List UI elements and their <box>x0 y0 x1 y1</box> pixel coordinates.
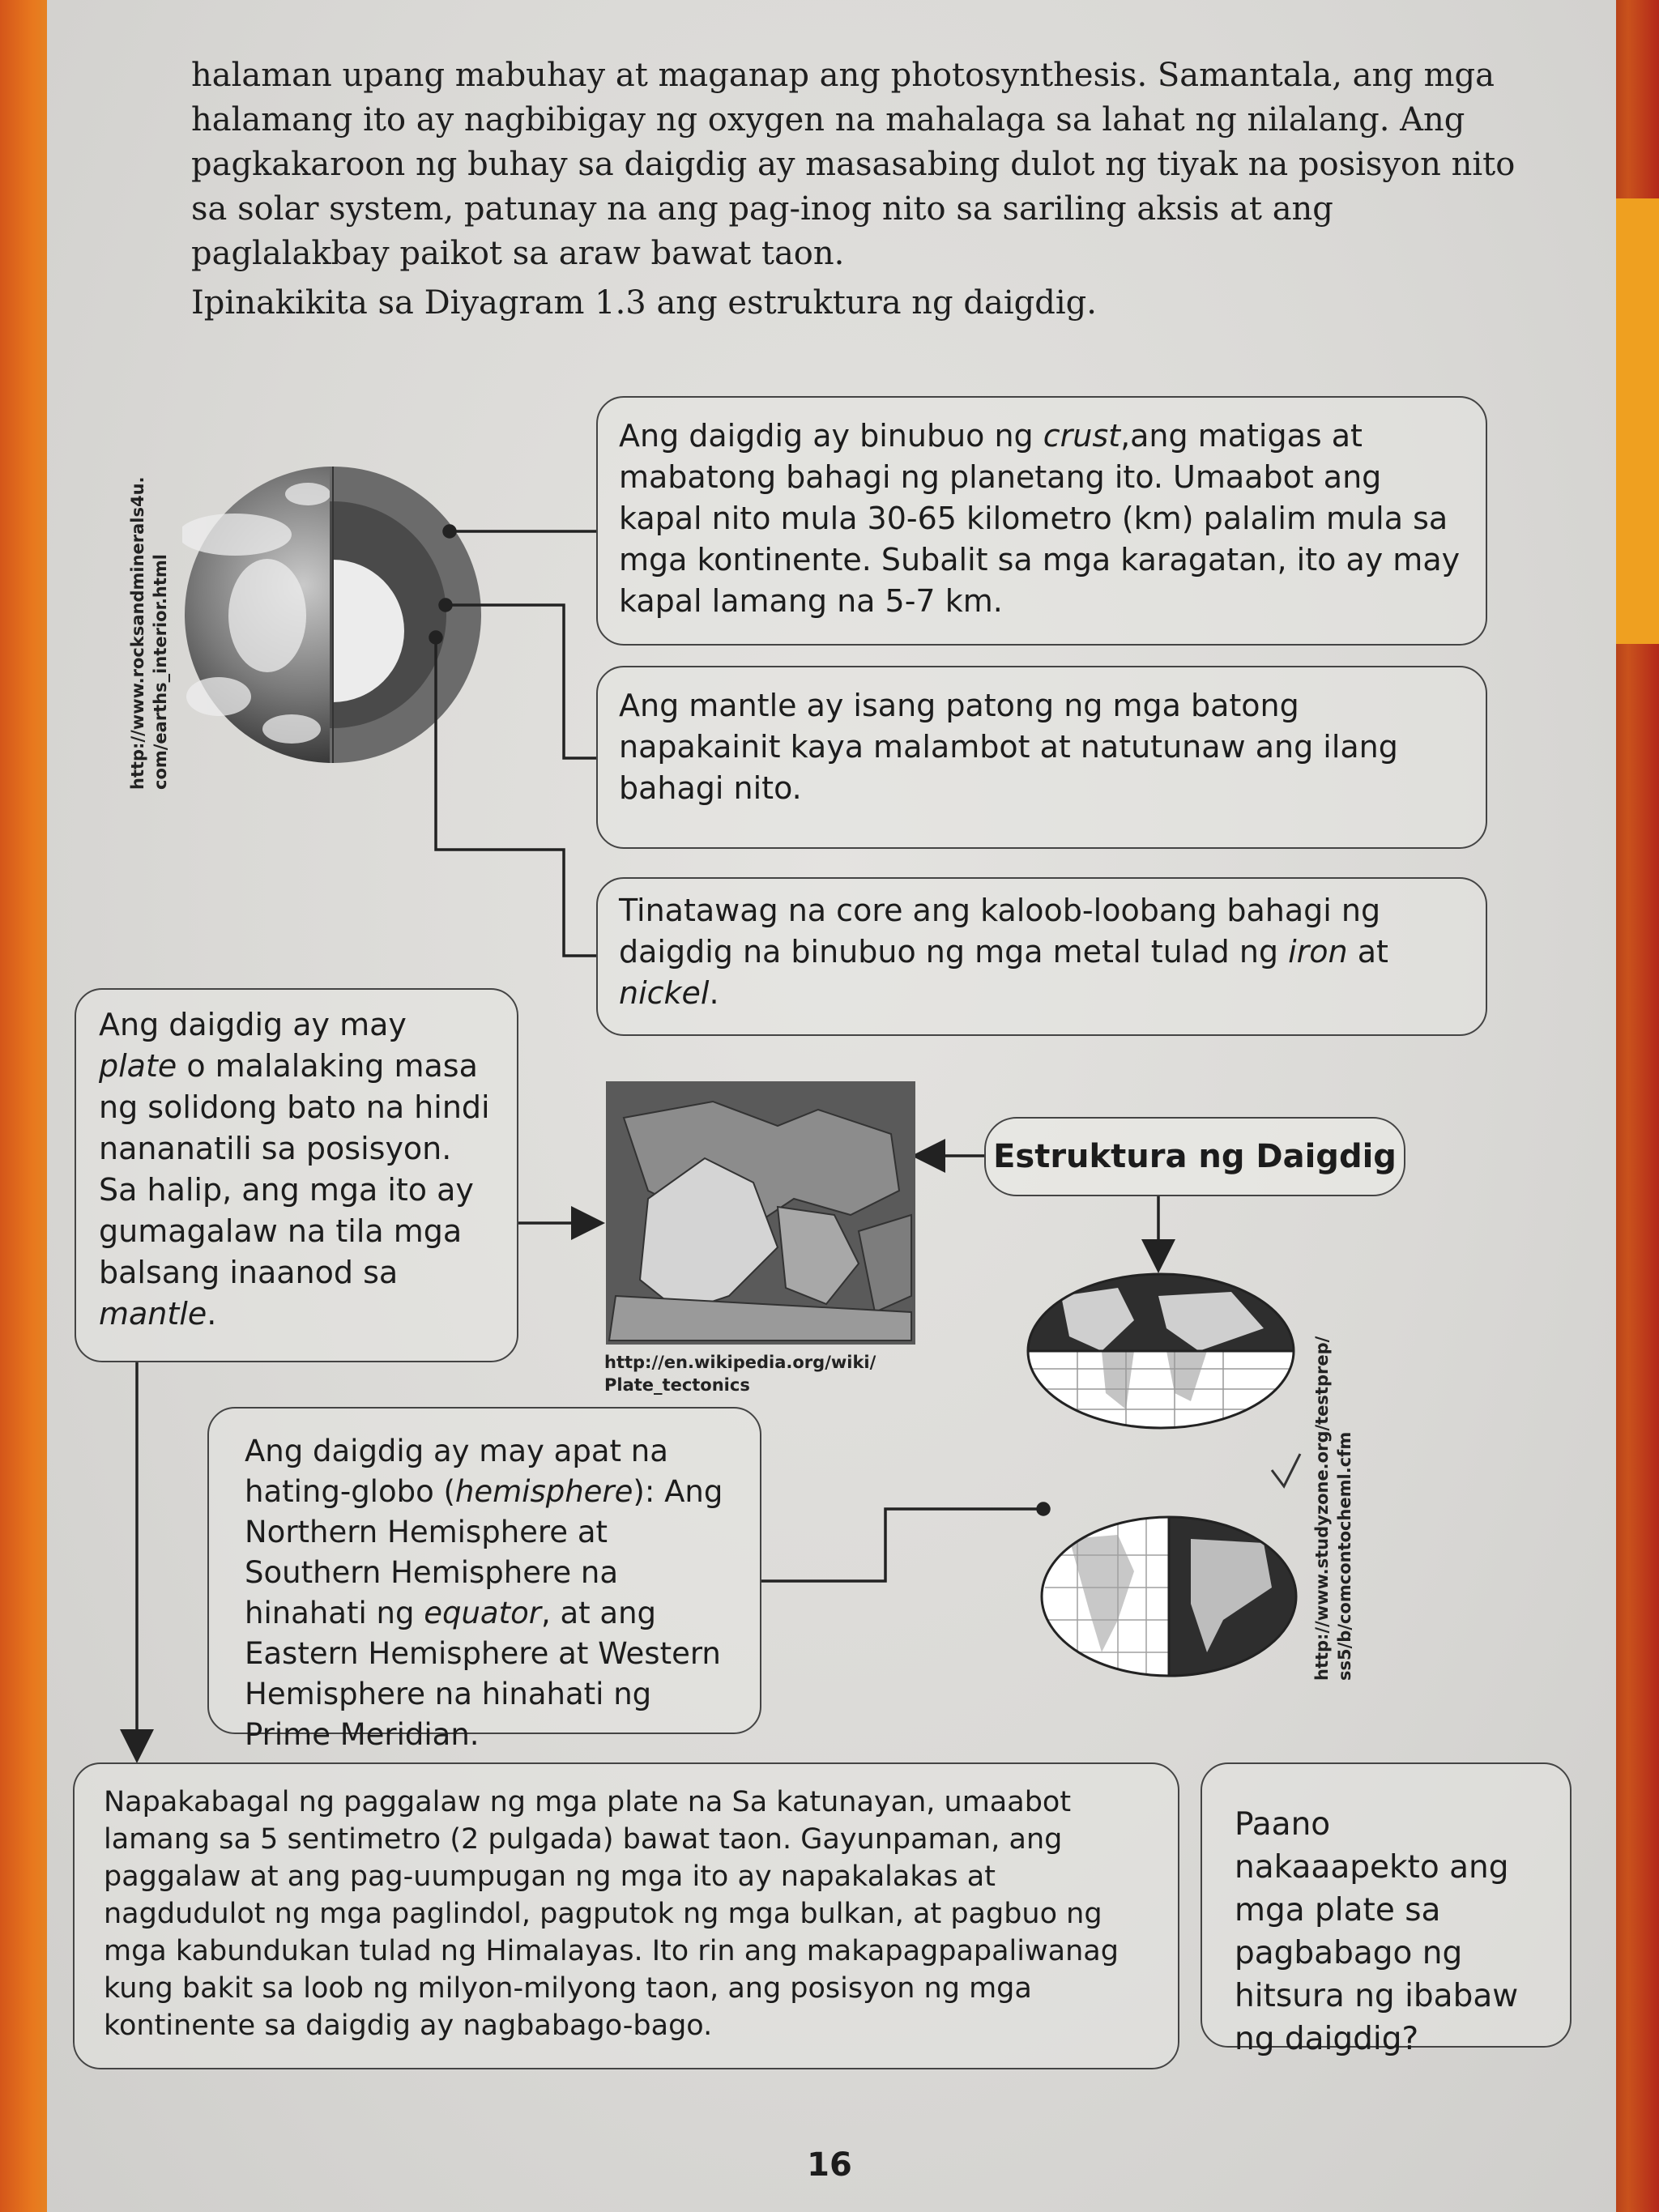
equator-term: equator <box>424 1596 541 1630</box>
plate-text-pre: Ang daigdig ay may <box>99 1007 407 1042</box>
checkmark-icon <box>1272 1454 1300 1486</box>
plate-term: plate <box>99 1048 177 1084</box>
globe-credit-line-1: http://www.studyzone.org/testprep/ <box>1312 1336 1332 1681</box>
plate-text-mid: o malalaking masa ng solidong bato na hindi nananatili sa posisyon. Sa halip, ang mga ito ay gumagalaw na tila mga balsang inaanod sa <box>99 1048 490 1290</box>
intro-paragraph-1: halaman upang mabuhay at maganap ang photosynthesis. Samantala, ang mga halamang ito ay nagbibigay ng oxygen na mahalaga sa lahat ng nilalang. Ang pagkakaroon ng buhay sa daigdig ay masasabing dulot ng tiyak na posisyon nito sa solar system, patunay na ang pag-inog nito sa sariling aksis at ang paglalakbay paikot sa araw bawat taon. <box>191 57 1516 272</box>
core-text-post: . <box>709 975 719 1011</box>
mantle-description-box <box>596 666 1487 849</box>
plates-credit-line-2: Plate_tectonics <box>604 1375 750 1395</box>
hemi-text-mid: ): Ang Northern Hemisphere at Southern Hemisphere na hinahati ng <box>245 1474 723 1630</box>
earth-image-credit <box>126 476 172 790</box>
globe-image-credit <box>1311 1336 1356 1681</box>
hemisphere-description-box <box>207 1407 761 1752</box>
mantle-term: mantle <box>99 1296 207 1332</box>
core-text-mid: at <box>1347 934 1388 970</box>
question-box <box>1201 1762 1572 2057</box>
crust-term: crust <box>1043 418 1121 454</box>
plates-credit-line-1: http://en.wikipedia.org/wiki/ <box>604 1353 876 1372</box>
globe-credit-line-2: ss5/b/comcontocheml.cfm <box>1335 1431 1354 1681</box>
earth-credit-line-2: com/earths_interior.html <box>151 553 170 790</box>
intro-paragraph-2: Ipinakikita sa Diyagram 1.3 ang estruktura ng daigdig. <box>191 284 1097 322</box>
nickel-term: nickel <box>619 975 710 1011</box>
plates-image-credit <box>604 1351 876 1396</box>
page-number: 16 <box>807 2146 852 2184</box>
earth-credit-line-1: http://www.rocksandminerals4u. <box>128 476 147 790</box>
plate-movement-text: Napakabagal ng paggalaw ng mga plate na Sa katunayan, umaabot lamang sa 5 sentimetro (2 pulgada) bawat taon. Gayunpaman, ang paggalaw at ang pag-uumpugan ng mga ito ay napakalakas at nagdudulot ng mga paglindol, pagputok ng mga bulkan, at pagbuo ng mga kabundukan tulad ng Himalayas. Ito rin ang makapagpapaliwanag kung bakit sa loob ng milyon-milyong taon, ang posisyon ng mga kontinente sa daigdig ay nagbabago-bago. <box>104 1786 1119 2042</box>
core-text-pre: Tinatawag na core ang kaloob-loobang bahagi ng daigdig na binubuo ng mga metal tulad ng <box>619 893 1381 970</box>
question-text: Paano nakaaapekto ang mga plate sa pagbabago ng hitsura ng ibabaw ng daigdig? <box>1235 1806 1519 2057</box>
diagram-title: Estruktura ng Daigdig <box>993 1137 1397 1175</box>
crust-text-post: ,ang matigas at mabatong bahagi ng planetang ito. Umaabot ang kapal nito mula 30-65 kilometro (km) palalim mula sa mga kontinente. Subalit sa mga karagatan, ito ay may kapal lamang na 5-7 km. <box>619 418 1461 619</box>
hemi-text-pre: Ang daigdig ay may apat na hating-globo ( <box>245 1434 668 1509</box>
eastern-western-globe <box>1042 1517 1299 1679</box>
northern-southern-globe <box>1028 1274 1296 1434</box>
plate-movement-box <box>73 1762 1179 2069</box>
hemi-text-post: , at ang Eastern Hemisphere at Western Hemisphere na hinahati ng Prime Meridian. <box>245 1596 721 1752</box>
iron-term: iron <box>1288 934 1348 970</box>
crust-description-box <box>596 396 1487 646</box>
core-description-box <box>596 877 1487 1036</box>
plate-tectonics-map <box>606 1081 915 1345</box>
mantle-text: Ang mantle ay isang patong ng mga batong napakainit kaya malambot at natutunaw ang ilang bahagi nito. <box>619 688 1398 806</box>
plate-text-post: . <box>207 1296 217 1332</box>
hemisphere-term: hemisphere <box>454 1474 633 1509</box>
diagram-title-box <box>984 1117 1405 1196</box>
plate-description-box <box>75 988 518 1362</box>
crust-text-pre: Ang daigdig ay binubuo ng <box>619 418 1043 454</box>
